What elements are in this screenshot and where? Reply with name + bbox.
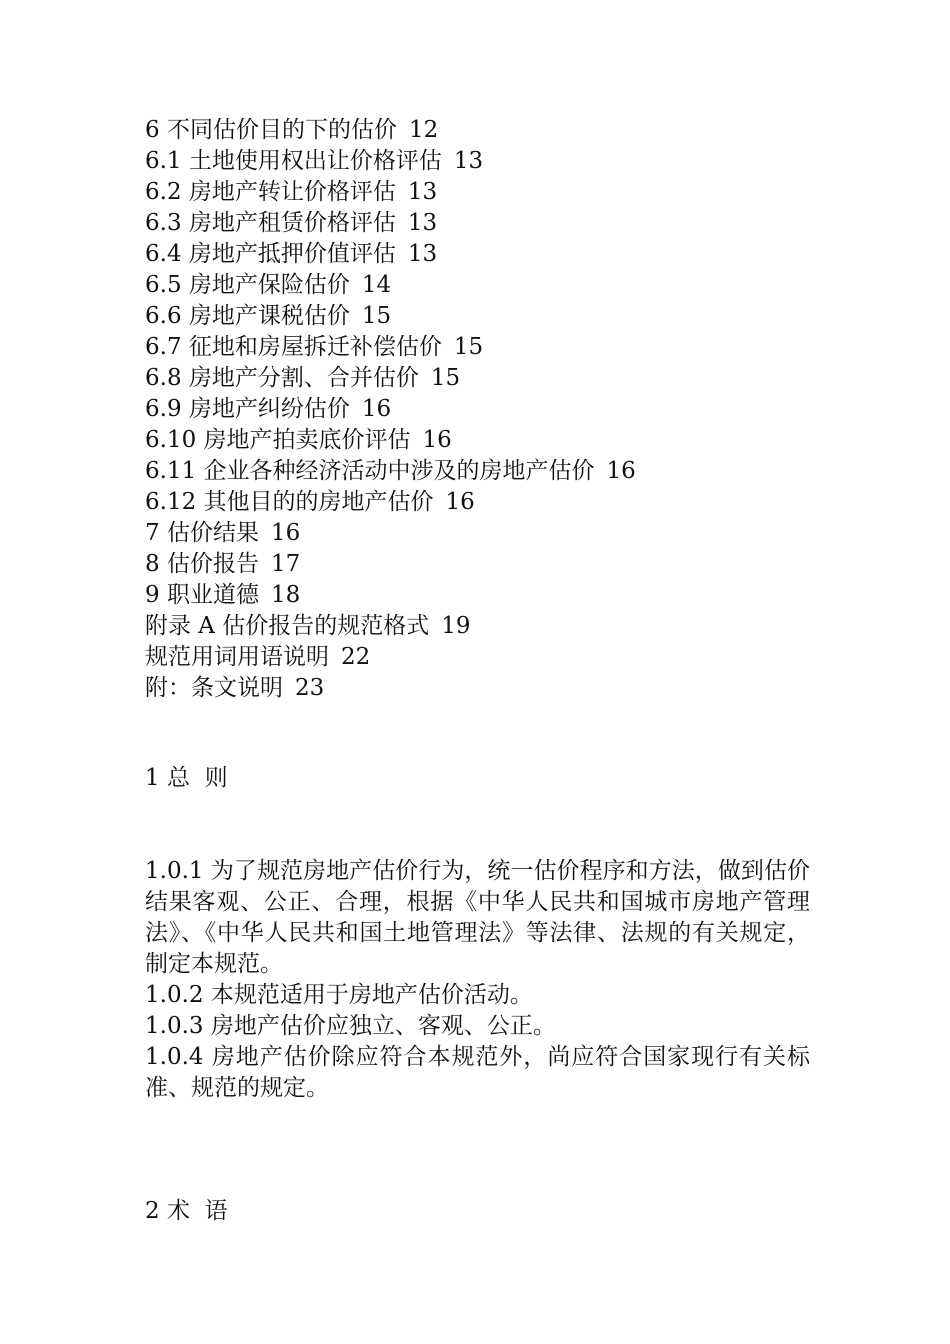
toc-entry — [145, 611, 810, 642]
toc-entry — [145, 208, 810, 239]
toc-entry — [145, 456, 810, 487]
toc-entry-label: 规范用词用语说明 — [145, 644, 329, 670]
toc-entry-page: 12 — [408, 117, 439, 143]
toc-entry-label: 6 不同估价目的下的估价 — [145, 117, 397, 143]
toc-entry — [145, 549, 810, 580]
toc-entry — [145, 177, 810, 208]
clause-paragraph: 1.0.2 本规范适用于房地产估价活动。 — [145, 982, 533, 1008]
toc-entry-label: 7 估价结果 — [145, 520, 259, 546]
section-heading-terms: 2 术 语 — [145, 1198, 228, 1224]
toc-entry-label: 6.2 房地产转让价格评估 — [145, 179, 396, 205]
section-body-general — [145, 856, 810, 1104]
toc-entry-label: 9 职业道德 — [145, 582, 259, 608]
toc-entry — [145, 425, 810, 456]
toc-entry-page: 13 — [407, 241, 438, 267]
toc-entry — [145, 673, 810, 704]
table-of-contents — [145, 115, 810, 704]
toc-entry — [145, 363, 810, 394]
toc-entry-label: 6.9 房地产纠纷估价 — [145, 396, 350, 422]
toc-entry-page: 23 — [295, 675, 325, 701]
toc-entry — [145, 642, 810, 673]
clause-paragraph: 1.0.4 房地产估价除应符合本规范外，尚应符合国家现行有关标准、规范的规定。 — [145, 1044, 810, 1101]
toc-entry-page: 16 — [445, 489, 475, 515]
clause-paragraph: 1.0.1 为了规范房地产估价行为，统一估价程序和方法，做到估价结果客观、公正、合理，根据《中华人民共和国城市房地产管理法》、《中华人民共和国土地管理法》等法律、法规的有关规定，制定本规范。 — [145, 858, 810, 977]
toc-entry — [145, 301, 810, 332]
toc-entry-page: 22 — [341, 644, 371, 670]
toc-entry — [145, 270, 810, 301]
toc-entry-page: 15 — [361, 303, 392, 329]
toc-entry — [145, 332, 810, 363]
toc-entry-label: 6.8 房地产分割、合并估价 — [145, 365, 419, 391]
toc-entry-page: 17 — [270, 551, 301, 577]
toc-entry-label: 6.4 房地产抵押价值评估 — [145, 241, 396, 267]
toc-entry — [145, 239, 810, 270]
toc-entry — [145, 394, 810, 425]
toc-entry-label: 6.5 房地产保险估价 — [145, 272, 350, 298]
toc-entry-page: 14 — [361, 272, 392, 298]
toc-entry-label: 6.3 房地产租赁价格评估 — [145, 210, 396, 236]
toc-entry-label: 附：条文说明 — [145, 675, 283, 701]
toc-entry — [145, 518, 810, 549]
toc-entry-label: 附录 A 估价报告的规范格式 — [145, 613, 430, 639]
toc-entry-page: 19 — [441, 613, 471, 639]
toc-entry-page: 13 — [407, 179, 438, 205]
toc-entry-label: 8 估价报告 — [145, 551, 259, 577]
toc-entry-label: 6.1 土地使用权出让价格评估 — [145, 148, 442, 174]
toc-entry-page: 16 — [422, 427, 452, 453]
toc-entry-page: 15 — [453, 334, 484, 360]
document-page — [145, 115, 810, 1227]
toc-entry-page: 13 — [453, 148, 484, 174]
toc-entry-page: 15 — [430, 365, 461, 391]
section-heading-general: 1 总 则 — [145, 765, 228, 791]
toc-entry-label: 6.12 其他目的的房地产估价 — [145, 489, 434, 515]
toc-entry-label: 6.11 企业各种经济活动中涉及的房地产估价 — [145, 458, 595, 484]
toc-entry-page: 18 — [270, 582, 301, 608]
toc-entry-label: 6.7 征地和房屋拆迁补偿估价 — [145, 334, 442, 360]
toc-entry — [145, 146, 810, 177]
toc-entry — [145, 487, 810, 518]
toc-entry-page: 13 — [407, 210, 438, 236]
clause-paragraph: 1.0.3 房地产估价应独立、客观、公正。 — [145, 1013, 556, 1039]
toc-entry — [145, 580, 810, 611]
toc-entry-page: 16 — [606, 458, 636, 484]
toc-entry — [145, 115, 810, 146]
toc-entry-label: 6.10 房地产拍卖底价评估 — [145, 427, 411, 453]
toc-entry-label: 6.6 房地产课税估价 — [145, 303, 350, 329]
toc-entry-page: 16 — [270, 520, 301, 546]
toc-entry-page: 16 — [361, 396, 392, 422]
